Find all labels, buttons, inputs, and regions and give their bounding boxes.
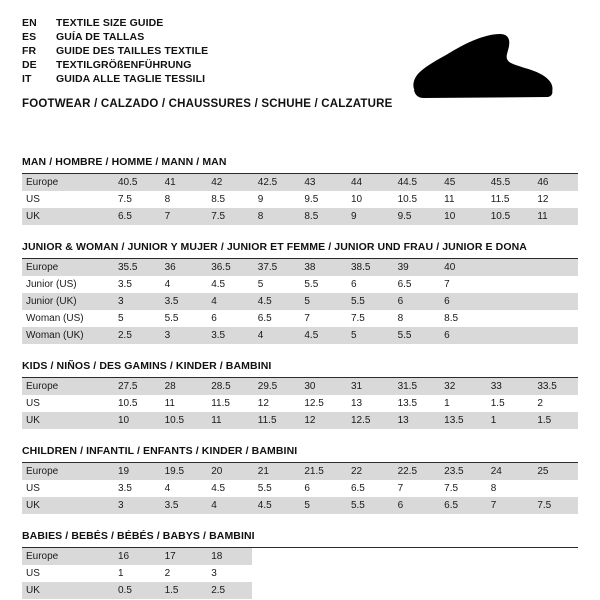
row-label: UK bbox=[22, 412, 112, 429]
cell: 4 bbox=[252, 327, 299, 344]
cell: 10 bbox=[112, 412, 159, 429]
cell: 11.5 bbox=[252, 412, 299, 429]
cell: 6.5 bbox=[257, 313, 272, 324]
language-title: GUÍA DE TALLAS bbox=[56, 31, 145, 43]
cell: 36 bbox=[159, 259, 206, 276]
row-label: Europe bbox=[22, 174, 112, 191]
cell: 28 bbox=[159, 378, 206, 395]
row-label: US bbox=[26, 483, 40, 494]
cell: 9.5 bbox=[304, 194, 319, 205]
cell: 42.5 bbox=[252, 174, 299, 191]
cell: 5.5 bbox=[392, 327, 439, 344]
cell: 3.5 bbox=[205, 327, 252, 344]
cell: 1.5 bbox=[531, 412, 578, 429]
cell: 1.5 bbox=[490, 398, 505, 409]
header bbox=[22, 18, 578, 128]
cell: 11 bbox=[164, 398, 175, 409]
cell bbox=[485, 327, 532, 344]
table-row bbox=[22, 191, 578, 208]
cell: 45 bbox=[438, 174, 485, 191]
cell: 2 bbox=[164, 568, 171, 579]
cell: 8 bbox=[252, 208, 299, 225]
language-code: IT bbox=[22, 73, 32, 85]
cell: 1 bbox=[444, 398, 450, 409]
cell: 4 bbox=[205, 293, 252, 310]
cell: 11.5 bbox=[490, 194, 510, 205]
cell bbox=[531, 310, 578, 327]
language-row bbox=[22, 60, 208, 74]
cell: 7.5 bbox=[118, 194, 132, 205]
table-row bbox=[22, 548, 578, 565]
row-label: Woman (US) bbox=[26, 313, 84, 324]
table-row bbox=[22, 293, 578, 310]
cell bbox=[392, 582, 439, 599]
cell: 6.5 bbox=[112, 208, 159, 225]
cell: 9 bbox=[257, 194, 264, 205]
cell bbox=[485, 293, 532, 310]
row-label: US bbox=[26, 568, 40, 579]
cell: 4 bbox=[164, 483, 171, 494]
section-babies bbox=[22, 530, 578, 599]
cell: 23.5 bbox=[438, 463, 485, 480]
category-line: FOOTWEAR / CALZADO / CHAUSSURES / SCHUHE / CALZATURE bbox=[22, 98, 393, 110]
cell bbox=[531, 276, 578, 293]
cell bbox=[345, 548, 392, 565]
language-title: GUIDE DES TAILLES TEXTILE bbox=[56, 45, 209, 57]
cell bbox=[298, 548, 345, 565]
row-label: UK bbox=[22, 582, 112, 599]
section-children bbox=[22, 445, 578, 514]
cell: 11 bbox=[531, 208, 578, 225]
cell bbox=[485, 310, 532, 327]
table-row bbox=[22, 412, 578, 429]
table-row bbox=[22, 327, 578, 344]
cell: 5.5 bbox=[345, 293, 392, 310]
row-label: Europe bbox=[22, 259, 112, 276]
cell: 3.5 bbox=[118, 279, 132, 290]
cell: 3.5 bbox=[118, 483, 132, 494]
cell bbox=[345, 565, 392, 582]
cell: 3 bbox=[112, 293, 159, 310]
language-row bbox=[22, 18, 208, 32]
row-label: UK bbox=[22, 497, 112, 514]
cell: 40.5 bbox=[112, 174, 159, 191]
cell: 4.5 bbox=[252, 497, 299, 514]
cell bbox=[392, 548, 439, 565]
cell: 8 bbox=[490, 483, 497, 494]
table-row bbox=[22, 480, 578, 497]
row-label: US bbox=[26, 398, 40, 409]
section-kids bbox=[22, 360, 578, 429]
cell: 24 bbox=[485, 463, 532, 480]
cell: 20 bbox=[205, 463, 252, 480]
cell: 8.5 bbox=[211, 194, 226, 205]
cell: 13.5 bbox=[438, 412, 485, 429]
cell: 4 bbox=[164, 279, 171, 290]
row-label: Woman (UK) bbox=[22, 327, 112, 344]
language-title: GUIDA ALLE TAGLIE TESSILI bbox=[56, 73, 206, 85]
cell: 1 bbox=[118, 568, 124, 579]
cell: 5 bbox=[257, 279, 264, 290]
cell: 21.5 bbox=[298, 463, 345, 480]
cell: 12 bbox=[298, 412, 345, 429]
cell: 17 bbox=[159, 548, 206, 565]
cell: 6 bbox=[438, 293, 485, 310]
cell bbox=[345, 582, 392, 599]
cell: 35.5 bbox=[112, 259, 159, 276]
cell bbox=[485, 565, 532, 582]
cell: 13 bbox=[392, 412, 439, 429]
table-row bbox=[22, 582, 578, 599]
cell: 3 bbox=[159, 327, 206, 344]
cell: 7.5 bbox=[205, 208, 252, 225]
cell: 19.5 bbox=[159, 463, 206, 480]
cell: 5 bbox=[298, 293, 345, 310]
cell: 46 bbox=[531, 174, 578, 191]
cell: 4 bbox=[205, 497, 252, 514]
cell bbox=[298, 582, 345, 599]
table-row bbox=[22, 463, 578, 480]
table-row bbox=[22, 395, 578, 412]
cell bbox=[252, 548, 299, 565]
cell: 0.5 bbox=[112, 582, 159, 599]
cell: 7.5 bbox=[444, 483, 459, 494]
cell bbox=[252, 565, 299, 582]
cell: 7 bbox=[485, 497, 532, 514]
cell bbox=[438, 565, 485, 582]
cell bbox=[485, 259, 532, 276]
cell: 7.5 bbox=[531, 497, 578, 514]
section-title: KIDS / NIÑOS / DES GAMINS / KINDER / BAMBINI bbox=[22, 360, 578, 378]
cell: 38.5 bbox=[345, 259, 392, 276]
cell bbox=[531, 480, 578, 497]
cell: 42 bbox=[205, 174, 252, 191]
cell: 10 bbox=[350, 194, 363, 205]
cell: 22 bbox=[345, 463, 392, 480]
cell: 4.5 bbox=[211, 483, 226, 494]
cell: 10.5 bbox=[159, 412, 206, 429]
cell bbox=[485, 276, 532, 293]
cell: 5.5 bbox=[304, 279, 319, 290]
cell: 6 bbox=[392, 293, 439, 310]
cell: 21 bbox=[252, 463, 299, 480]
cell: 9 bbox=[345, 208, 392, 225]
cell: 19 bbox=[112, 463, 159, 480]
cell: 45.5 bbox=[485, 174, 532, 191]
table-row bbox=[22, 565, 578, 582]
size-table-babies bbox=[22, 548, 578, 599]
cell bbox=[252, 582, 299, 599]
row-label: Europe bbox=[22, 463, 112, 480]
cell: 43 bbox=[298, 174, 345, 191]
cell: 36.5 bbox=[205, 259, 252, 276]
cell: 40 bbox=[438, 259, 485, 276]
table-row bbox=[22, 259, 578, 276]
section-title: MAN / HOMBRE / HOMME / MANN / MAN bbox=[22, 156, 578, 174]
language-code: DE bbox=[22, 59, 37, 71]
cell bbox=[531, 565, 578, 582]
row-label: Junior (US) bbox=[26, 279, 77, 290]
cell bbox=[438, 548, 485, 565]
language-title: TEXTILE SIZE GUIDE bbox=[56, 17, 164, 29]
cell: 44 bbox=[345, 174, 392, 191]
cell: 6 bbox=[211, 313, 217, 324]
cell: 13 bbox=[350, 398, 363, 409]
cell: 10 bbox=[438, 208, 485, 225]
cell: 12.5 bbox=[345, 412, 392, 429]
table-row bbox=[22, 174, 578, 191]
cell: 31 bbox=[345, 378, 392, 395]
cell: 39 bbox=[392, 259, 439, 276]
cell: 9.5 bbox=[392, 208, 439, 225]
cell: 8 bbox=[164, 194, 171, 205]
cell: 5 bbox=[298, 497, 345, 514]
cell bbox=[531, 327, 578, 344]
cell: 1 bbox=[485, 412, 532, 429]
language-code: EN bbox=[22, 17, 37, 29]
cell: 18 bbox=[205, 548, 252, 565]
cell: 4.5 bbox=[211, 279, 226, 290]
cell: 16 bbox=[112, 548, 159, 565]
cell bbox=[298, 565, 345, 582]
language-code: FR bbox=[22, 45, 37, 57]
cell: 12.5 bbox=[304, 398, 324, 409]
cell: 6 bbox=[438, 327, 485, 344]
cell: 10.5 bbox=[485, 208, 532, 225]
cell: 6.5 bbox=[397, 279, 412, 290]
row-label: Europe bbox=[22, 378, 112, 395]
table-row bbox=[22, 378, 578, 395]
cell: 41 bbox=[159, 174, 206, 191]
cell: 10.5 bbox=[118, 398, 138, 409]
cell: 2.5 bbox=[112, 327, 159, 344]
cell: 38 bbox=[298, 259, 345, 276]
cell: 8 bbox=[397, 313, 404, 324]
cell: 5 bbox=[118, 313, 124, 324]
cell: 6.5 bbox=[350, 483, 365, 494]
cell bbox=[531, 293, 578, 310]
cell: 30 bbox=[298, 378, 345, 395]
cell: 2 bbox=[537, 398, 543, 409]
cell: 5.5 bbox=[164, 313, 179, 324]
cell: 3.5 bbox=[159, 293, 206, 310]
cell: 22.5 bbox=[392, 463, 439, 480]
cell: 3 bbox=[211, 568, 217, 579]
size-table-children bbox=[22, 463, 578, 514]
cell: 12 bbox=[537, 194, 549, 205]
cell bbox=[485, 548, 532, 565]
language-title-list bbox=[22, 18, 208, 88]
cell: 28.5 bbox=[205, 378, 252, 395]
cell: 5 bbox=[345, 327, 392, 344]
cell: 7 bbox=[397, 483, 404, 494]
table-row bbox=[22, 208, 578, 225]
cell: 5.5 bbox=[345, 497, 392, 514]
cell bbox=[531, 259, 578, 276]
cell: 33.5 bbox=[531, 378, 578, 395]
size-table-man bbox=[22, 174, 578, 225]
cell: 31.5 bbox=[392, 378, 439, 395]
table-row bbox=[22, 276, 578, 293]
section-junior-woman bbox=[22, 241, 578, 344]
cell: 44.5 bbox=[392, 174, 439, 191]
row-label: Europe bbox=[22, 548, 112, 565]
cell: 7 bbox=[304, 313, 310, 324]
cell: 4.5 bbox=[298, 327, 345, 344]
cell: 27.5 bbox=[112, 378, 159, 395]
language-title: TEXTILGRÖßENFÜHRUNG bbox=[56, 59, 192, 71]
size-table-junior-woman bbox=[22, 259, 578, 344]
cell: 8.5 bbox=[298, 208, 345, 225]
table-row bbox=[22, 497, 578, 514]
dress-shoe-icon bbox=[374, 32, 556, 110]
cell: 11 bbox=[444, 194, 455, 205]
cell: 8.5 bbox=[444, 313, 459, 324]
cell: 33 bbox=[485, 378, 532, 395]
cell: 1.5 bbox=[159, 582, 206, 599]
row-label: UK bbox=[22, 208, 112, 225]
cell: 13.5 bbox=[397, 398, 418, 409]
cell bbox=[485, 582, 532, 599]
table-row bbox=[22, 310, 578, 327]
cell: 2.5 bbox=[205, 582, 252, 599]
cell bbox=[392, 565, 439, 582]
row-label: Junior (UK) bbox=[22, 293, 112, 310]
cell: 6 bbox=[304, 483, 310, 494]
cell: 25 bbox=[531, 463, 578, 480]
section-title: BABIES / BEBÉS / BÉBÉS / BABYS / BAMBINI bbox=[22, 530, 578, 548]
cell: 5.5 bbox=[257, 483, 272, 494]
cell: 11 bbox=[205, 412, 252, 429]
size-table-kids bbox=[22, 378, 578, 429]
cell: 12 bbox=[257, 398, 269, 409]
language-row bbox=[22, 46, 208, 60]
cell: 7 bbox=[159, 208, 206, 225]
cell: 32 bbox=[438, 378, 485, 395]
cell: 29.5 bbox=[252, 378, 299, 395]
language-code: ES bbox=[22, 31, 37, 43]
cell: 10.5 bbox=[397, 194, 418, 205]
section-man bbox=[22, 156, 578, 225]
language-row bbox=[22, 32, 208, 46]
cell: 6.5 bbox=[438, 497, 485, 514]
cell: 7 bbox=[444, 279, 450, 290]
language-row bbox=[22, 74, 208, 88]
section-title: JUNIOR & WOMAN / JUNIOR Y MUJER / JUNIOR ET FEMME / JUNIOR UND FRAU / JUNIOR E DONA bbox=[22, 241, 578, 259]
cell bbox=[531, 582, 578, 599]
cell: 6 bbox=[350, 279, 357, 290]
cell bbox=[531, 548, 578, 565]
cell bbox=[438, 582, 485, 599]
cell: 4.5 bbox=[252, 293, 299, 310]
cell: 7.5 bbox=[350, 313, 365, 324]
cell: 3 bbox=[112, 497, 159, 514]
section-title: CHILDREN / INFANTIL / ENFANTS / KINDER / BAMBINI bbox=[22, 445, 578, 463]
cell: 6 bbox=[392, 497, 439, 514]
row-label: US bbox=[26, 194, 40, 205]
cell: 37.5 bbox=[252, 259, 299, 276]
cell: 11.5 bbox=[211, 398, 230, 409]
cell: 3.5 bbox=[159, 497, 206, 514]
